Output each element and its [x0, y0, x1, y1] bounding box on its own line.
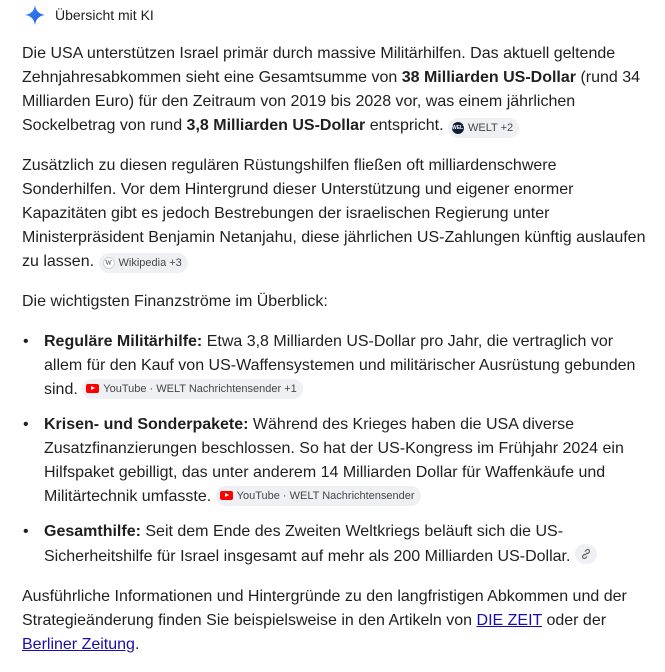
link-berliner-zeitung[interactable]: Berliner Zeitung: [22, 636, 135, 653]
youtube-logo-icon: [220, 491, 233, 500]
text: oder der: [542, 612, 607, 629]
wikipedia-logo-icon: W: [103, 257, 115, 269]
link-die-zeit[interactable]: DIE ZEIT: [476, 612, 543, 629]
paragraph-special-aid: [22, 154, 647, 274]
youtube-logo-icon: [86, 384, 99, 393]
text: (rund 34 Milliarden Euro) für den Zeitraum von 2019 bis 2028 vor, was einem jährlichen Sockelbetrag von rund: [22, 69, 641, 134]
list-item-text: Etwa 3,8 Milliarden US-Dollar pro Jahr, die vertraglich vor allem für den Kauf von US-Waffensystemen und militärischer Ausrüstung gebunden sind.: [44, 333, 636, 398]
ai-overview: [0, 1, 665, 672]
bold-amount-total: 38 Milliarden US-Dollar: [401, 69, 576, 86]
text: Ausführliche Informationen und Hintergründe zu den langfristigen Abkommen und der Strategieänderung finden Sie beispielsweise in den Artikeln von: [22, 588, 627, 629]
list-item-title: Reguläre Militärhilfe:: [44, 333, 203, 350]
source-chip-label: Wikipedia +3: [118, 257, 182, 269]
list-item-title: Gesamthilfe:: [44, 523, 141, 540]
welt-logo-icon: WELT: [452, 122, 464, 134]
list-item-text: Während des Krieges haben die USA diverse Zusatzfinanzierungen beschlossen. So hat der US-Kongress im Frühjahr 2024 ein Hilfspaket gebilligt, das unter anderem 14 Milliarden Dollar für Waffenkäufe und Militärtechnik umfasste.: [44, 416, 624, 505]
list-item: [22, 413, 647, 509]
financial-flows-list: [22, 330, 665, 569]
bold-amount-annual: 3,8 Milliarden US-Dollar: [186, 117, 366, 134]
source-chip-label: WELT +2: [467, 122, 514, 134]
source-chip-welt[interactable]: [448, 118, 519, 138]
text: Zusätzlich zu diesen regulären Rüstungshilfen fließen oft milliardenschwere Sonderhilfen. Vor dem Hintergrund dieser Unterstützung und eigener enormer Kapazitäten gibt es jedoch Bestrebungen der israelischen Regierung unter Ministerpräsident Benjamin Netanjahu, diese jährlichen US-Zahlungen künftig auslaufen zu lassen.: [22, 157, 646, 270]
gemini-sparkle-icon: [24, 4, 46, 26]
source-chip-youtube[interactable]: [82, 379, 303, 399]
list-item-text: Seit dem Ende des Zweiten Weltkriegs beläuft sich die US-Sicherheitshilfe für Israel insgesamt auf mehr als 200 Milliarden US-Dollar.: [44, 523, 571, 565]
ai-overview-title: Übersicht mit KI: [55, 7, 154, 23]
paragraph-further-reading: [22, 585, 647, 657]
source-chip-wikipedia[interactable]: [99, 253, 188, 273]
paragraph-intro: [22, 42, 647, 138]
link-icon: [580, 548, 592, 560]
text: entspricht.: [365, 117, 444, 134]
source-chip-label: YouTube · WELT Nachrichtensender: [236, 489, 415, 502]
source-link-chip[interactable]: [575, 544, 597, 564]
list-item: [22, 330, 647, 402]
text: .: [134, 636, 140, 653]
ai-overview-header: [22, 1, 665, 29]
paragraph-list-intro: Die wichtigsten Finanzströme im Überblick:: [22, 293, 328, 310]
text: Die USA unterstützen Israel primär durch massive Militärhilfen. Das aktuell geltende Zehnjahresabkommen sieht eine Gesamtsumme von: [22, 45, 616, 86]
source-chip-label: YouTube · WELT Nachrichtensender +1: [103, 382, 297, 395]
list-item-title: Krisen- und Sonderpakete:: [44, 416, 249, 433]
list-item: [22, 520, 647, 569]
source-chip-youtube[interactable]: [216, 486, 421, 506]
